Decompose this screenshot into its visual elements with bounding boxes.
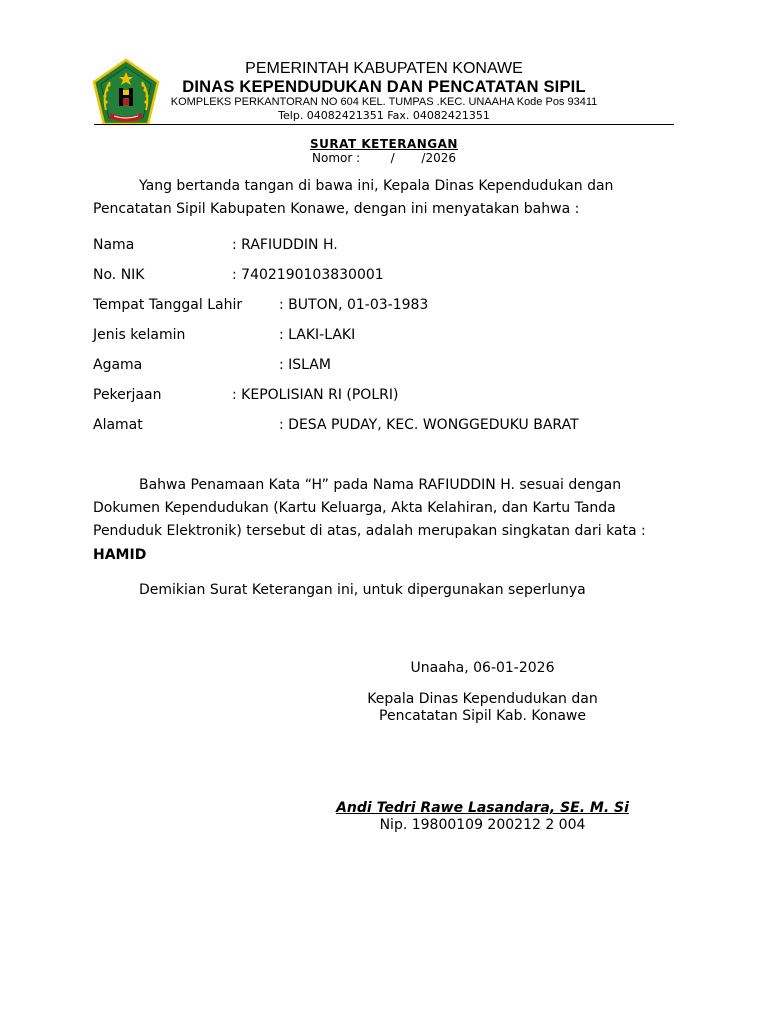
intro-line-2: Pencatatan Sipil Kabupaten Konawe, dengan ini menyatakan bahwa : (93, 201, 580, 217)
field-value-nik: : 7402190103830001 (232, 267, 384, 283)
field-label-jenis-kelamin: Jenis kelamin (93, 327, 186, 343)
body-line-2: Dokumen Kependudukan (Kartu Keluarga, Akta Kelahiran, dan Kartu Tanda (93, 500, 616, 516)
signature-place-date: Unaaha, 06-01-2026 (410, 660, 555, 676)
signature-position-1: Kepala Dinas Kependudukan dan (367, 691, 598, 707)
field-label-nik: No. NIK (93, 267, 145, 283)
header-address: KOMPLEKS PERKANTORAN NO 604 KEL. TUMPAS .KEC. UNAAHA Kode Pos 93411 (170, 96, 598, 108)
field-value-nama: : RAFIUDDIN H. (232, 237, 338, 253)
body-line-1: Bahwa Penamaan Kata “H” pada Nama RAFIUDDIN H. sesuai dengan (139, 477, 622, 493)
field-value-pekerjaan: : KEPOLISIAN RI (POLRI) (232, 387, 399, 403)
header-agency-title: DINAS KEPENDUDUKAN DAN PENCATATAN SIPIL (182, 78, 586, 96)
letter-title: SURAT KETERANGAN (310, 137, 458, 151)
intro-line-1: Yang bertanda tangan di bawa ini, Kepala Dinas Kependudukan dan (139, 178, 614, 194)
header-divider (94, 124, 674, 125)
field-label-nama: Nama (93, 237, 135, 253)
signature-position-2: Pencatatan Sipil Kab. Konawe (379, 708, 586, 724)
closing-statement: Demikian Surat Keterangan ini, untuk dipergunakan seperlunya (139, 582, 586, 598)
field-label-ttl: Tempat Tanggal Lahir (93, 297, 243, 313)
body-line-3: Penduduk Elektronik) tersebut di atas, adalah merupakan singkatan dari kata : (93, 523, 646, 539)
field-value-alamat: : DESA PUDAY, KEC. WONGGEDUKU BARAT (279, 417, 579, 433)
field-label-pekerjaan: Pekerjaan (93, 387, 162, 403)
field-label-agama: Agama (93, 357, 143, 373)
letter-number: Nomor : / /2026 (312, 151, 456, 165)
header-phone: Telp. 04082421351 Fax. 04082421351 (278, 109, 490, 122)
field-value-ttl: : BUTON, 01-03-1983 (279, 297, 429, 313)
signatory-nip: Nip. 19800109 200212 2 004 (379, 817, 586, 833)
signatory-name: Andi Tedri Rawe Lasandara, SE. M. Si (336, 800, 629, 816)
field-value-agama: : ISLAM (279, 357, 331, 373)
field-value-jenis-kelamin: : LAKI-LAKI (279, 327, 356, 343)
body-line-4-hamid: HAMID (93, 547, 147, 563)
header-government-title: PEMERINTAH KABUPATEN KONAWE (245, 60, 523, 77)
field-label-alamat: Alamat (93, 417, 143, 433)
